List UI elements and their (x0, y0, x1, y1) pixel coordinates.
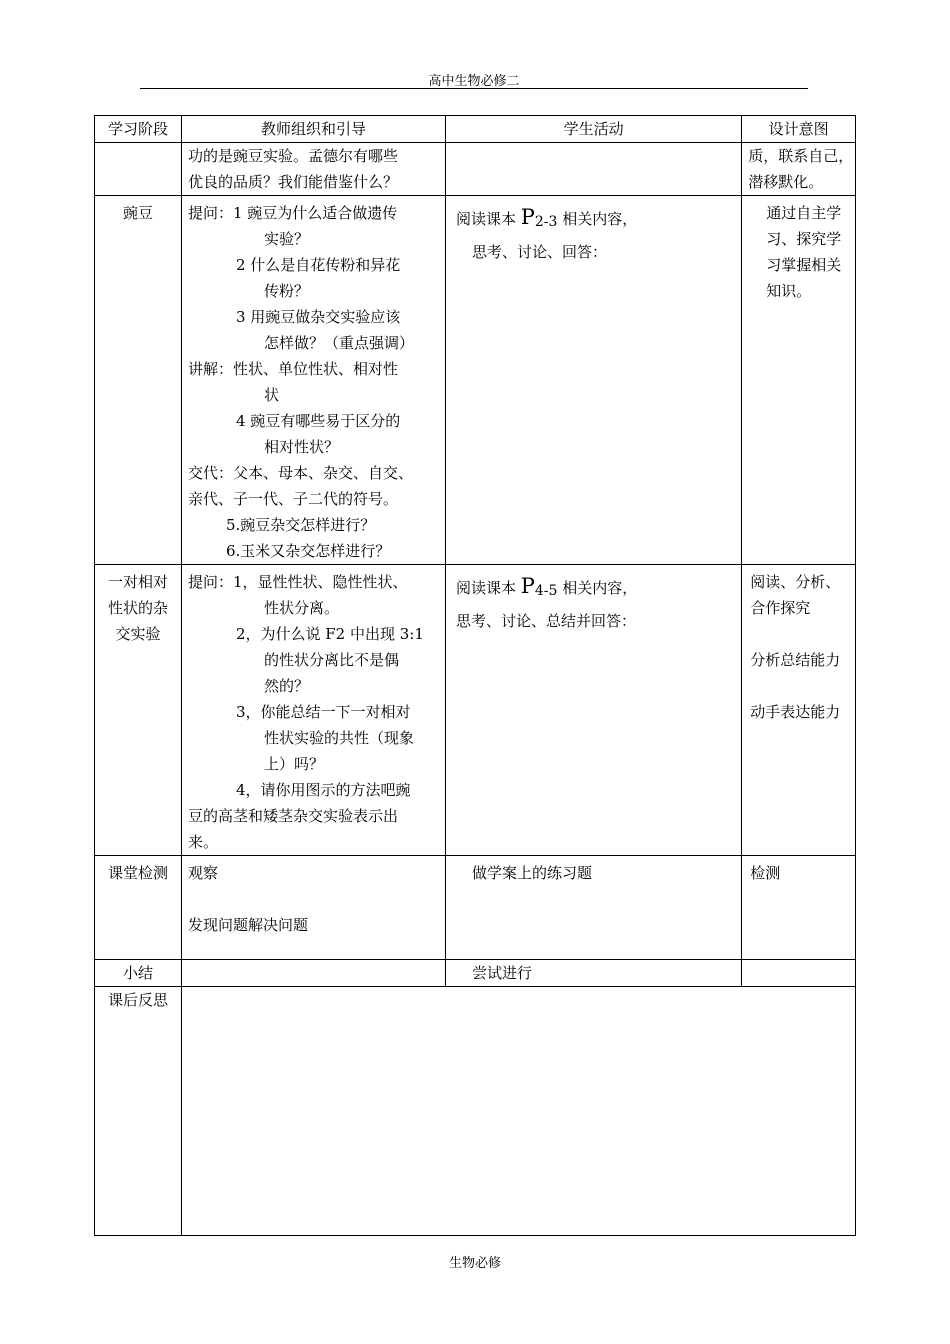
stage-cell: 课堂检测 (95, 856, 182, 960)
table-row-summary (95, 960, 856, 987)
question-4-cont: 豆的高茎和矮茎杂交实验表示出 (187, 807, 398, 825)
stage-cell-empty (95, 143, 182, 196)
intent-text: 阅读、分析、 (750, 573, 841, 591)
student-cell-empty (445, 143, 741, 196)
student-cell (445, 565, 741, 856)
spacer (188, 886, 439, 912)
table-row-pea (95, 196, 856, 565)
intent-cell (742, 143, 856, 196)
page-range: 2-3 (534, 214, 558, 230)
teacher-text: 优良的品质？我们能借鉴什么？ (187, 173, 398, 191)
question-3-cont: 性状实验的共性（现象 (263, 729, 414, 747)
teacher-cell (181, 856, 445, 960)
reflection-cell (181, 987, 855, 1236)
column-header-student: 学生活动 (445, 116, 741, 143)
question-4-cont: 相对性状？ (263, 438, 339, 456)
student-read-line: 阅读课本 $P_{2-3}$ 相关内容， (455, 205, 638, 230)
teacher-cell (181, 565, 445, 856)
header-rule (140, 88, 808, 89)
teacher-cell (181, 143, 445, 196)
explanation: 讲解：性状、单位性状、相对性 (187, 360, 398, 378)
table-header-row (95, 116, 856, 143)
teacher-cell-empty (181, 960, 445, 987)
intent-text: 合作探究 (750, 599, 811, 617)
spacer (750, 673, 849, 699)
student-task: 思考、讨论、总结并回答： (455, 612, 636, 630)
convention-cont: 亲代、子一代、子二代的符号。 (187, 490, 398, 508)
question-1: 提问：1 豌豆为什么适合做遗传 (187, 204, 398, 222)
stage-text: 性状的杂 (107, 599, 168, 617)
intent-text: 习、探究学 (766, 230, 842, 248)
column-header-intent: 设计意图 (742, 116, 856, 143)
intent-cell: 检测 (742, 856, 856, 960)
stage-cell: 豌豆 (95, 196, 182, 565)
intent-cell-empty (742, 960, 856, 987)
table-row-reflection (95, 987, 856, 1236)
teacher-cell (181, 196, 445, 565)
question-1-cont: 实验？ (263, 230, 309, 248)
page-header-title: 高中生物必修二 (428, 74, 520, 89)
question-6: 6.玉米又杂交怎样进行？ (225, 542, 391, 560)
intent-text: 通过自主学 (766, 204, 842, 222)
question-4: 4，请你用图示的方法吧豌 (235, 781, 411, 799)
question-2-cont: 然的？ (263, 677, 309, 695)
teacher-text: 发现问题解决问题 (187, 916, 308, 934)
intent-text: 知识。 (766, 282, 812, 300)
explanation-cont: 状 (263, 386, 279, 404)
spacer (750, 621, 849, 647)
question-1: 提问：1，显性性状、隐性性状、 (187, 573, 408, 591)
stage-text: 交实验 (115, 625, 161, 643)
question-2-cont: 传粉？ (263, 282, 309, 300)
page-letter: P (520, 574, 535, 598)
student-cell: 尝试进行 (445, 960, 741, 987)
question-2: 2，为什么说 F2 中出现 3:1 (235, 625, 424, 643)
question-2: 2 什么是自花传粉和异花 (235, 256, 401, 274)
page-letter: P (520, 205, 535, 229)
table-row-intro (95, 143, 856, 196)
stage-cell: 小结 (95, 960, 182, 987)
stage-cell (95, 565, 182, 856)
intent-text: 潜移默化。 (748, 173, 824, 191)
page-range: 4-5 (534, 583, 558, 599)
teacher-text: 观察 (187, 864, 218, 882)
convention: 交代：父本、母本、杂交、自交、 (187, 464, 413, 482)
student-cell (445, 196, 741, 565)
question-4: 4 豌豆有哪些易于区分的 (235, 412, 401, 430)
page-footer: 生物必修 (448, 1256, 501, 1271)
intent-text: 质，联系自己， (748, 147, 854, 165)
question-3: 3，你能总结一下一对相对 (235, 703, 411, 721)
question-4-cont: 来。 (187, 833, 218, 851)
question-3: 3 用豌豆做杂交实验应该 (235, 308, 401, 326)
column-header-teacher: 教师组织和引导 (181, 116, 445, 143)
intent-text: 分析总结能力 (750, 651, 841, 669)
intent-text: 动手表达能力 (750, 703, 841, 721)
stage-cell: 课后反思 (95, 987, 182, 1236)
table-row-check (95, 856, 856, 960)
question-3-cont: 怎样做？（重点强调） (263, 334, 414, 352)
question-2-cont: 的性状分离比不是偶 (263, 651, 399, 669)
intent-text: 习掌握相关 (766, 256, 842, 274)
question-3-cont: 上）吗？ (263, 755, 324, 773)
teacher-text: 功的是豌豆实验。孟德尔有哪些 (187, 147, 398, 165)
student-cell: 做学案上的练习题 (445, 856, 741, 960)
column-header-stage: 学习阶段 (95, 116, 182, 143)
intent-cell (742, 565, 856, 856)
table-row-hybrid (95, 565, 856, 856)
student-read-line: 阅读课本 $P_{4-5}$ 相关内容， (455, 574, 638, 599)
lesson-plan-table (94, 115, 856, 1236)
question-5: 5.豌豆杂交怎样进行？ (225, 516, 376, 534)
question-1-cont: 性状分离。 (263, 599, 339, 617)
stage-text: 一对相对 (107, 573, 168, 591)
intent-cell (742, 196, 856, 565)
student-task: 思考、讨论、回答： (471, 243, 607, 261)
